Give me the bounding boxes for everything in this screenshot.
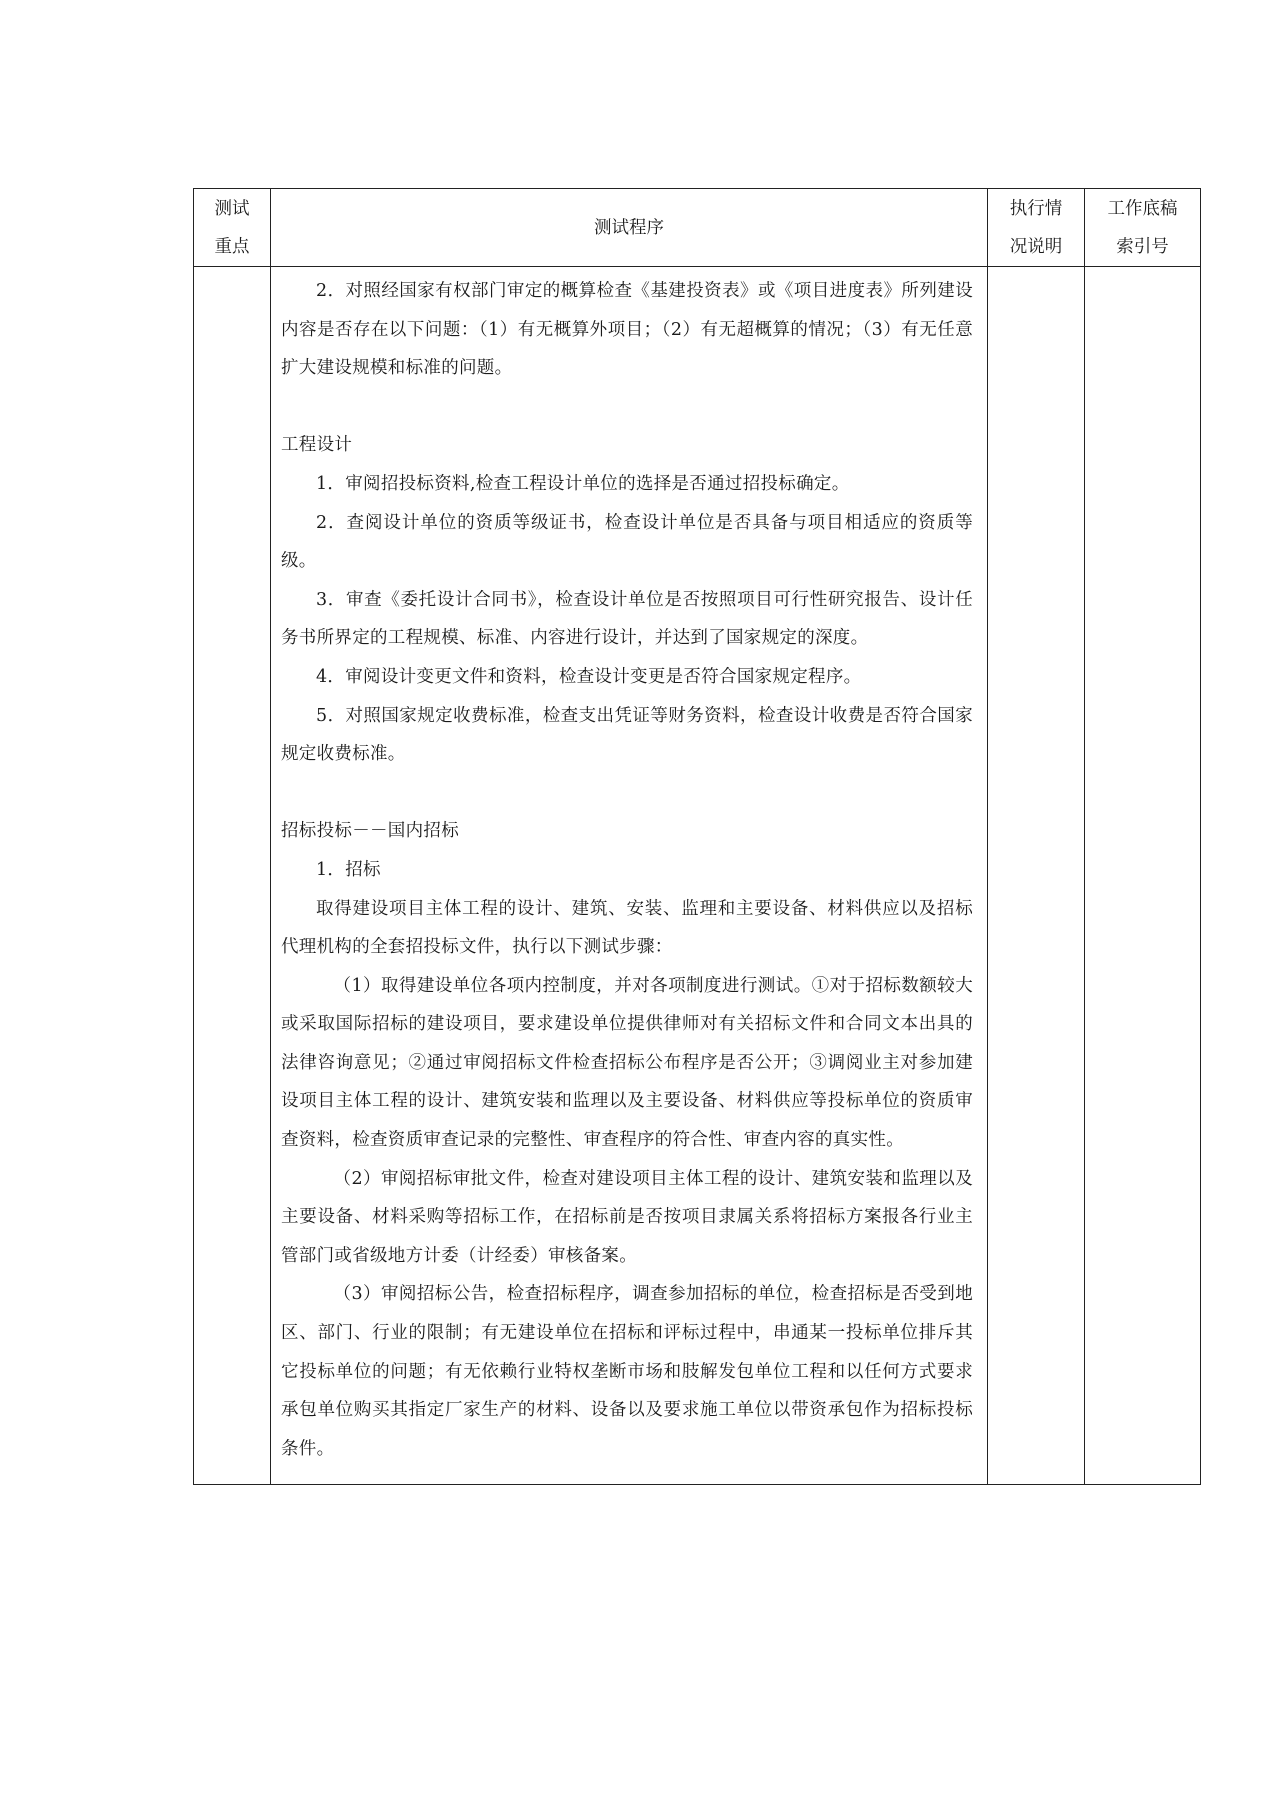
header-workpaper-index-line1: 工作底稿: [1107, 198, 1178, 219]
table-header-row: [194, 189, 1201, 267]
table-body-row: [194, 267, 1201, 1485]
bidding-subtitle: 1．招标: [316, 859, 381, 880]
design-item-4: 4．审阅设计变更文件和资料，检查设计变更是否符合国家规定程序。: [316, 666, 862, 687]
test-procedure-cell: [271, 267, 988, 1485]
header-test-focus-line1: 测试: [214, 198, 250, 219]
execution-notes-cell: [988, 267, 1085, 1485]
header-workpaper-index: [1085, 189, 1201, 267]
bidding-step-1: （1）取得建设单位各项内控制度，并对各项制度进行测试。①对于招标数额较大或采取国际招标的建设项目，要求建设单位提供律师对有关招标文件和合同文本出具的法律咨询意见；②通过审阅招标文件检查招标公布程序是否公开；③调阅业主对参加建设项目主体工程的设计、建筑安装和监理以及主要设备、材料供应等投标单位的资质审查资料，检查资质审查记录的完整性、审查程序的符合性、审查内容的真实性。: [281, 975, 973, 1151]
bidding-step-2: （2）审阅招标审批文件，检查对建设项目主体工程的设计、建筑安装和监理以及主要设备、材料采购等招标工作，在招标前是否按项目隶属关系将招标方案报各行业主管部门或省级地方计委（计经委）审核备案。: [281, 1168, 973, 1266]
header-test-procedure: 测试程序: [271, 189, 988, 267]
bidding-intro: 取得建设项目主体工程的设计、建筑、安装、监理和主要设备、材料供应以及招标代理机构的全套招投标文件，执行以下测试步骤：: [281, 898, 973, 958]
header-workpaper-index-line2: 索引号: [1116, 236, 1169, 257]
workpaper-index-cell: [1085, 267, 1201, 1485]
design-item-3: 3．审查《委托设计合同书》，检查设计单位是否按照项目可行性研究报告、设计任务书所界定的工程规模、标准、内容进行设计，并达到了国家规定的深度。: [281, 589, 973, 649]
design-item-1: 1．审阅招投标资料,检查工程设计单位的选择是否通过招投标确定。: [316, 473, 850, 494]
header-test-focus-line2: 重点: [214, 236, 250, 257]
spacer: [281, 774, 973, 813]
design-item-5: 5．对照国家规定收费标准，检查支出凭证等财务资料，检查设计收费是否符合国家规定收费标准。: [281, 705, 973, 765]
bidding-step-3: （3）审阅招标公告，检查招标程序，调查参加招标的单位，检查招标是否受到地区、部门、行业的限制；有无建设单位在招标和评标过程中，串通某一投标单位排斥其它投标单位的问题；有无依赖行业特权垄断市场和肢解发包单位工程和以任何方式要求承包单位购买其指定厂家生产的材料、设备以及要求施工单位以带资承包作为招标投标条件。: [281, 1284, 973, 1459]
audit-procedure-table: [193, 188, 1201, 1485]
header-execution-notes-line2: 况说明: [1009, 236, 1063, 257]
header-execution-notes: [988, 189, 1085, 267]
test-focus-cell: [194, 267, 271, 1485]
header-test-focus: [194, 189, 271, 267]
section-title-design: 工程设计: [281, 435, 353, 456]
section-title-bidding: 招标投标－－国内招标: [281, 821, 459, 842]
spacer: [281, 388, 973, 427]
budget-check-paragraph: 2．对照经国家有权部门审定的概算检查《基建投资表》或《项目进度表》所列建设内容是否存在以下问题：（1）有无概算外项目；（2）有无超概算的情况；（3）有无任意扩大建设规模和标准的问题。: [281, 281, 973, 379]
header-execution-notes-line1: 执行情: [1009, 198, 1063, 219]
design-item-2: 2．查阅设计单位的资质等级证书，检查设计单位是否具备与项目相适应的资质等级。: [281, 512, 973, 572]
